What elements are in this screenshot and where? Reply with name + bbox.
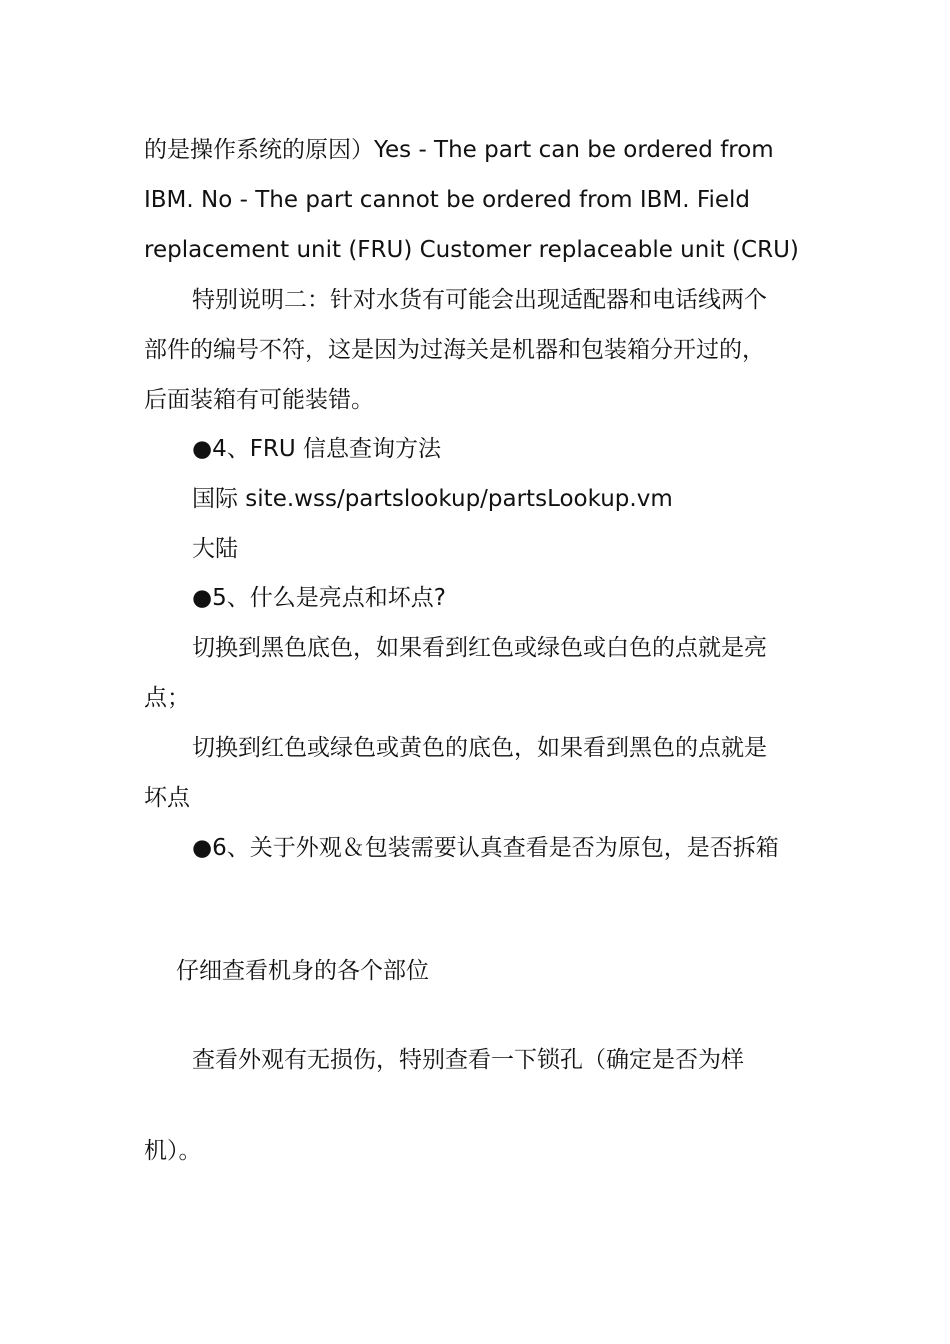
paragraph-line-1: 的是操作系统的原因）Yes - The part can be ordered from [144,137,774,163]
dead-dot-line-2: 坏点 [144,785,190,811]
bright-dot-line-1: 切换到黑色底色，如果看到红色或绿色或白色的点就是亮 [192,635,767,661]
special-note-line-3: 后面装箱有可能装错。 [144,387,374,413]
special-note-line-2: 部件的编号不符，这是因为过海关是机器和包装箱分开过的， [144,337,765,363]
bright-dot-line-2: 点； [144,685,190,711]
intl-lookup-line: 国际 site.wss/partslookup/partsLookup.vm [192,486,673,512]
inspect-body-line: 仔细查看机身的各个部位 [176,958,429,984]
dead-dot-line-1: 切换到红色或绿色或黄色的底色，如果看到黑色的点就是 [192,735,767,761]
paragraph-line-2: IBM. No - The part cannot be ordered from IBM. Field [144,187,750,213]
inspect-appearance-line-2: 机）。 [144,1138,202,1164]
section-heading-5: ●5、什么是亮点和坏点? [192,585,446,611]
section-heading-6: ●6、关于外观＆包装需要认真查看是否为原包，是否拆箱 [192,835,779,861]
section-heading-4: ●4、FRU 信息查询方法 [192,436,442,462]
mainland-line: 大陆 [192,536,238,562]
special-note-line-1: 特别说明二：针对水货有可能会出现适配器和电话线两个 [192,287,767,313]
paragraph-line-3: replacement unit (FRU) Customer replaceable unit (CRU) [144,237,799,263]
inspect-appearance-line-1: 查看外观有无损伤，特别查看一下锁孔（确定是否为样 [192,1047,744,1073]
